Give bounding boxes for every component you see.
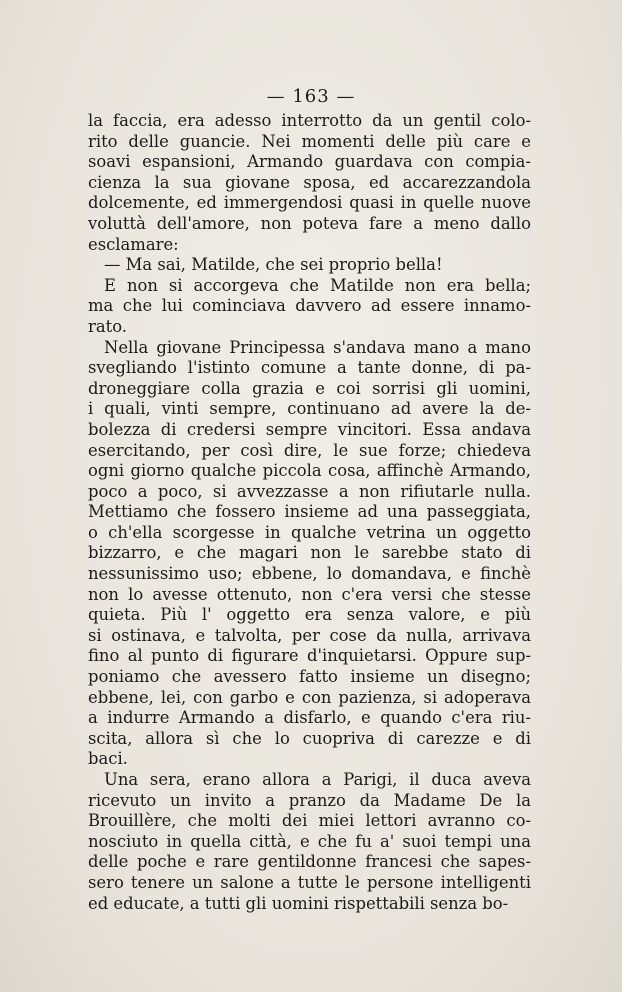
paragraph [88, 770, 531, 914]
text-line: fino al punto di figurare d'inquietarsi. Oppure sup- [88, 646, 531, 666]
text-line: ma che lui cominciava davvero ad essere innamo- [88, 296, 531, 316]
text-line: dolcemente, ed immergendosi quasi in quelle nuove [88, 193, 531, 213]
text-line: cienza la sua giovane sposa, ed accarezzandola [88, 172, 531, 192]
text-line: delle poche e rare gentildonne francesi che sapes- [88, 852, 531, 872]
text-line: a indurre Armando a disfarlo, e quando c'era riu- [88, 708, 531, 728]
text-line: poco a poco, si avvezzasse a non rifiutarle nulla. [88, 481, 531, 501]
text-line: ed educate, a tutti gli uomini rispettabili senza bo- [88, 893, 509, 913]
text-line: o ch'ella scorgesse in qualche vetrina un oggetto [88, 522, 531, 542]
paragraph [88, 276, 531, 338]
text-line: droneggiare colla grazia e coi sorrisi gli uomini, [88, 378, 531, 398]
text-line: rito delle guancie. Nei momenti delle più care e [88, 131, 531, 151]
text-line: svegliando l'istinto comune a tante donne, di pa- [88, 358, 531, 378]
text-line: Mettiamo che fossero insieme ad una passeggiata, [88, 502, 531, 522]
text-line: baci. [88, 749, 128, 769]
text-line: Una sera, erano allora a Parigi, il duca aveva [104, 770, 531, 789]
text-line: i quali, vinti sempre, continuano ad avere la de- [88, 399, 531, 419]
text-line: quieta. Più l' oggetto era senza valore, e più [88, 605, 531, 625]
paragraph [88, 255, 531, 276]
page-number: — 163 — [266, 86, 356, 107]
text-line: ebbene, lei, con garbo e con pazienza, si adoperava [88, 687, 531, 707]
text-line: si ostinava, e talvolta, per cose da nulla, arrivava [88, 625, 531, 645]
text-line: poniamo che avessero fatto insieme un disegno; [88, 667, 531, 687]
text-line: la faccia, era adesso interrotto da un gentil colo- [88, 111, 531, 130]
body-text [88, 111, 531, 914]
text-line: rato. [88, 316, 127, 336]
text-line: soavi espansioni, Armando guardava con compia- [88, 152, 531, 172]
text-line: ricevuto un invito a pranzo da Madame De la [88, 790, 531, 810]
text-line: Brouillère, che molti dei miei lettori avranno co- [88, 811, 531, 831]
text-line: Nella giovane Principessa s'andava mano a mano [104, 337, 531, 357]
text-line: esercitando, per così dire, le sue forze; chiedeva [88, 440, 531, 460]
text-line: non lo avesse ottenuto, non c'era versi che stesse [88, 584, 531, 604]
text-line: bizzarro, e che magari non le sarebbe stato di [88, 543, 531, 563]
text-line: nessunissimo uso; ebbene, lo domandava, e finchè [88, 564, 531, 584]
paragraph [88, 111, 531, 255]
text-line: E non si accorgeva che Matilde non era bella; [104, 275, 531, 295]
text-line: voluttà dell'amore, non poteva fare a meno dallo [88, 213, 531, 233]
text-line: ogni giorno qualche piccola cosa, affinchè Armando, [88, 461, 531, 481]
text-line: — Ma sai, Matilde, che sei proprio bella! [104, 255, 443, 275]
text-line: bolezza di credersi sempre vincitori. Essa andava [88, 419, 531, 439]
text-line: nosciuto in quella città, e che fu a' suoi tempi una [88, 831, 531, 851]
text-line: esclamare: [88, 234, 179, 254]
text-line: sero tenere un salone a tutte le persone intelligenti [88, 872, 531, 892]
text-line: scita, allora sì che lo cuopriva di carezze e di [88, 728, 531, 748]
paragraph [88, 338, 531, 770]
